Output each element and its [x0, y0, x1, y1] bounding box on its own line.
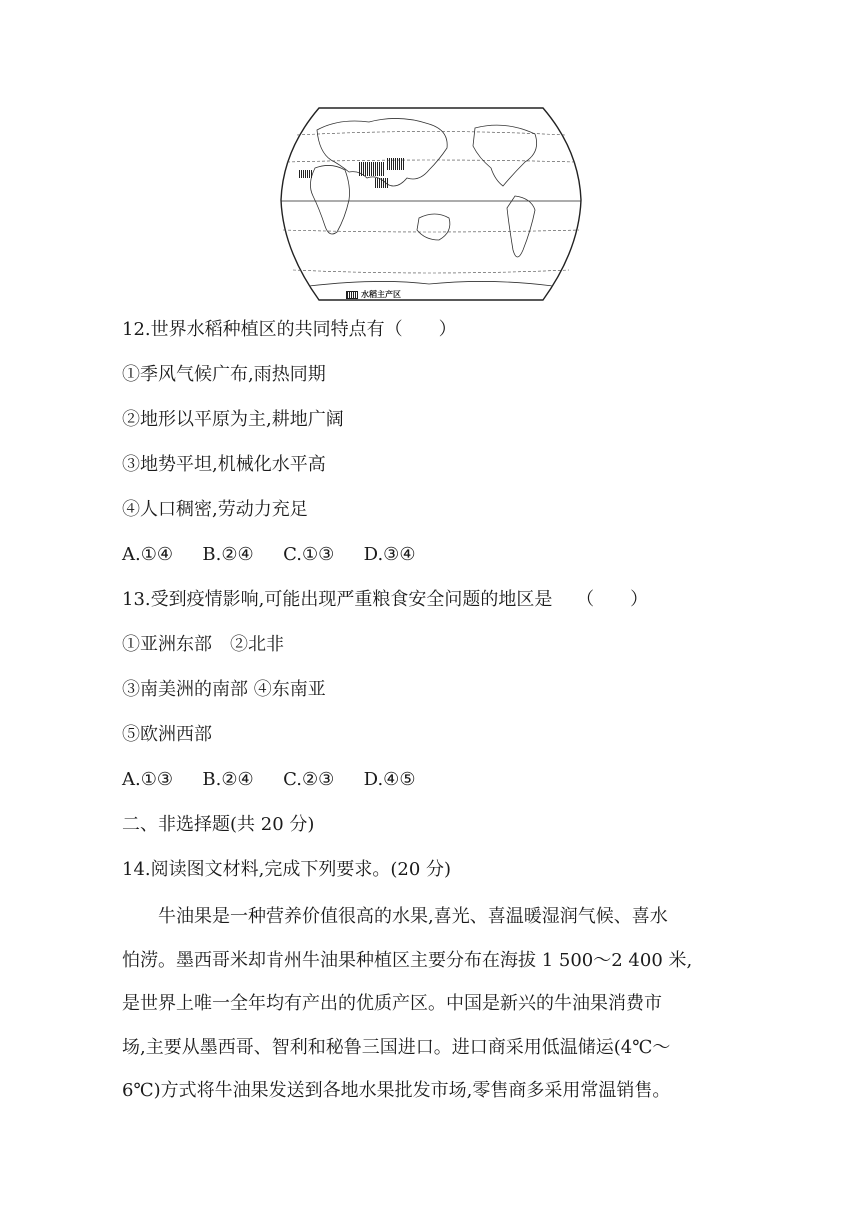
q12-item-2: ②地形以平原为主,耕地广阔 [122, 409, 344, 430]
section2-title: 二、非选择题(共 20 分) [122, 814, 315, 835]
q13-options: A.①③ B.②④ C.②③ D.④⑤ [122, 769, 416, 790]
q14-para-line-4: 场,主要从墨西哥、智利和秘鲁三国进口。进口商采用低温储运(4℃～ [122, 1036, 671, 1058]
world-rice-map [279, 100, 583, 306]
q14-para-line-1: 牛油果是一种营养价值很高的水果,喜光、喜温暖湿润气候、喜水 [122, 906, 668, 927]
legend-label: 水稻主产区 [361, 290, 401, 299]
legend-swatch-icon [346, 291, 358, 299]
q13-stem: 13.受到疫情影响,可能出现严重粮食安全问题的地区是 （ ） [122, 589, 649, 610]
map-legend [346, 289, 401, 300]
q13-item-1: ①亚洲东部 ②北非 [122, 634, 284, 655]
q12-stem: 12.世界水稻种植区的共同特点有（ ） [122, 319, 457, 340]
q14-para-line-5: 6℃)方式将牛油果发送到各地水果批发市场,零售商多采用常温销售。 [122, 1080, 671, 1101]
q12-item-3: ③地势平坦,机械化水平高 [122, 454, 326, 475]
q14-paragraph [122, 895, 742, 1113]
q12-options: A.①④ B.②④ C.①③ D.③④ [122, 544, 416, 565]
q14-stem: 14.阅读图文材料,完成下列要求。(20 分) [122, 859, 452, 880]
q14-para-line-3: 是世界上唯一全年均有产出的优质产区。中国是新兴的牛油果消费市 [122, 993, 662, 1014]
q12-item-4: ④人口稠密,劳动力充足 [122, 499, 308, 520]
q12-item-1: ①季风气候广布,雨热同期 [122, 364, 326, 385]
q14-para-line-2: 怕涝。墨西哥米却肯州牛油果种植区主要分布在海拔 1 500～2 400 米, [122, 949, 693, 971]
q13-item-3: ⑤欧洲西部 [122, 724, 212, 745]
q13-item-2: ③南美洲的南部 ④东南亚 [122, 679, 326, 700]
